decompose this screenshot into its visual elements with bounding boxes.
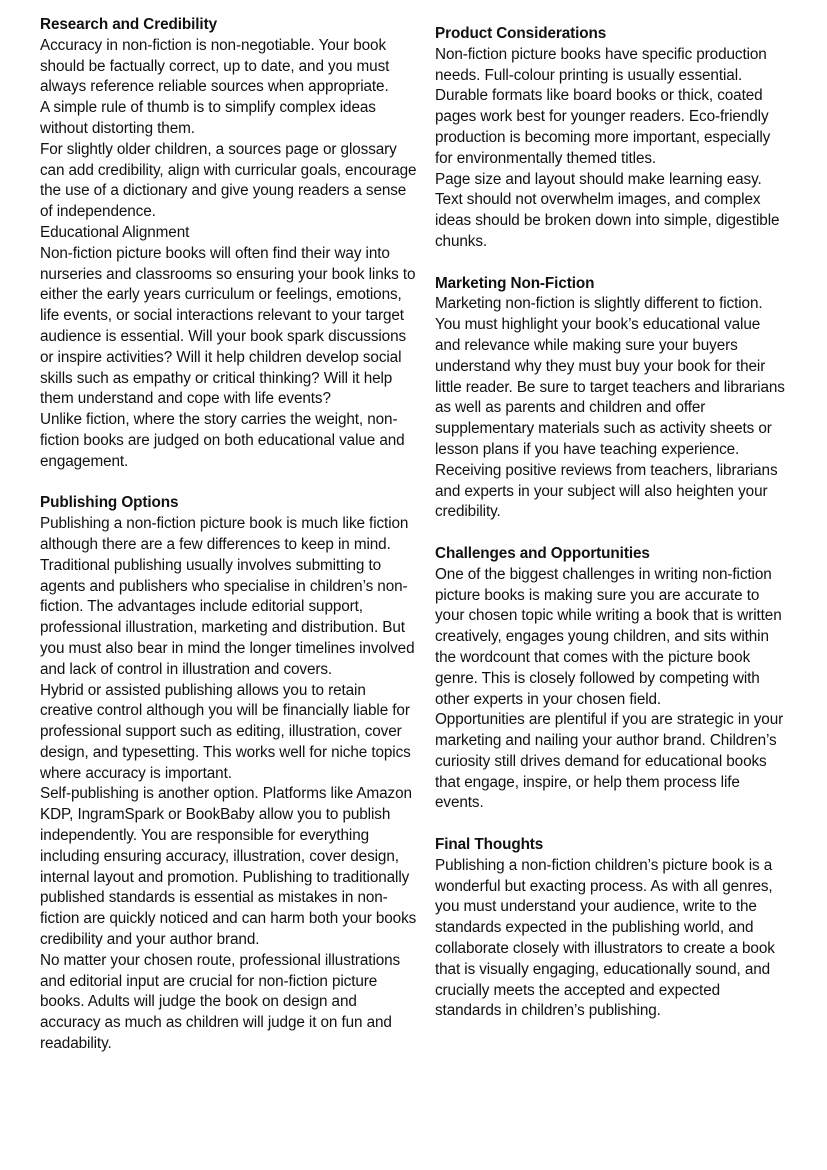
product-paragraph: Page size and layout should make learning easy. Text should not overwhelm images, and complex ideas should be broken down into simple, digestible chunks. <box>435 170 780 250</box>
educational-section <box>40 223 418 473</box>
marketing-heading: Marketing Non-Fiction <box>435 274 595 292</box>
left-column <box>40 15 418 1055</box>
publishing-paragraph: Traditional publishing usually involves submitting to agents and publishers who specialise in children’s non-fiction. The advantages include editorial support, professional illustration, marketing and distribution. But you must also bear in mind the longer timelines involved and lack of control in illustration and covers. <box>40 556 415 678</box>
publishing-paragraph: No matter your chosen route, professional illustrations and editorial input are crucial for non-fiction picture books. Adults will judge the book on design and accuracy as much as children will judge it on fun and readability. <box>40 951 401 1053</box>
research-paragraph: For slightly older children, a sources page or glossary can add credibility, align with curricular goals, encourage the use of a dictionary and give young readers a sense of independence. <box>40 140 417 221</box>
product-section <box>435 24 785 253</box>
challenges-paragraph: One of the biggest challenges in writing non-fiction picture books is making sure you are accurate to your chosen topic while writing a book that is written creatively, engages young children, and sits within the wordcount that comes with the picture book genre. This is closely followed by competing with other experts in your chosen field. <box>435 565 782 708</box>
section-spacer <box>435 523 785 544</box>
research-paragraph: Accuracy in non-fiction is non-negotiable. Your book should be factually correct, up to date, and you must always reference reliable sources when appropriate. <box>40 36 390 96</box>
educational-paragraph: Non-fiction picture books will often find their way into nurseries and classrooms so ensuring your book links to either the early years curriculum or feelings, emotions, life events, or social interactions relevant to your target audience is essential. Will your book spark discussions or inspire activities? Will it help children develop social skills such as empathy or critical thinking? Will it help them understand and cope with life events? <box>40 244 416 408</box>
challenges-section <box>435 544 785 814</box>
marketing-section <box>435 274 785 524</box>
research-paragraph: A simple rule of thumb is to simplify complex ideas without distorting them. <box>40 99 376 137</box>
publishing-section <box>40 493 418 1055</box>
final-paragraph: Publishing a non-fiction children’s picture book is a wonderful but exacting process. As with all genres, you must understand your audience, write to the standards expected in the publishing world, and collaborate closely with illustrators to create a book that is visually engaging, educationally sound, and crucially meets the accepted and expected standards in children’s publishing. <box>435 856 775 1020</box>
publishing-heading: Publishing Options <box>40 494 179 512</box>
section-spacer <box>40 473 418 494</box>
marketing-paragraph: Marketing non-fiction is slightly different to fiction. You must highlight your book’s educational value and relevance while making sure your buyers understand why they must buy your book for their little reader. Be sure to target teachers and librarians as well as parents and children and offer supplementary materials such as activity sheets or lesson plans if you have teaching experience. <box>435 295 785 458</box>
marketing-paragraph: Receiving positive reviews from teachers, librarians and experts in your subject will also heighten your credibility. <box>435 461 778 521</box>
publishing-paragraph: Publishing a non-fiction picture book is much like fiction although there are a few differences to keep in mind. <box>40 515 409 553</box>
product-heading: Product Considerations <box>435 25 607 42</box>
publishing-paragraph: Hybrid or assisted publishing allows you to retain creative control although you will be financially liable for professional support such as editing, illustration, cover design, and typesetting. This works well for niche topics where accuracy is important. <box>40 681 411 782</box>
research-heading: Research and Credibility <box>40 16 217 33</box>
section-spacer <box>435 253 785 274</box>
educational-heading: Educational Alignment <box>40 223 190 241</box>
educational-paragraph: Unlike fiction, where the story carries the weight, non-fiction books are judged on both educational value and engagement. <box>40 411 405 470</box>
product-paragraph: Non-fiction picture books have specific production needs. Full-colour printing is usually essential. Durable formats like board books or thick, coated pages work best for younger readers. Eco-friendly production is becoming more important, especially for environmentally themed titles. <box>435 45 771 167</box>
challenges-paragraph: Opportunities are plentiful if you are strategic in your marketing and nailing your author brand. Children’s curiosity still drives demand for educational books that engage, inspire, or help them process life events. <box>435 711 784 812</box>
final-section <box>435 835 785 1022</box>
section-spacer <box>435 814 785 835</box>
challenges-heading: Challenges and Opportunities <box>435 544 650 562</box>
final-heading: Final Thoughts <box>435 836 544 854</box>
publishing-paragraph: Self-publishing is another option. Platforms like Amazon KDP, IngramSpark or BookBaby allow you to publish independently. You are responsible for everything including ensuring accuracy, illustration, cover design, internal layout and promotion. Publishing to traditionally published standards is essential as mistakes in non-fiction are quickly noticed and can harm both your books credibility and your author brand. <box>40 785 417 949</box>
right-column <box>435 24 785 1022</box>
research-section <box>40 15 418 223</box>
